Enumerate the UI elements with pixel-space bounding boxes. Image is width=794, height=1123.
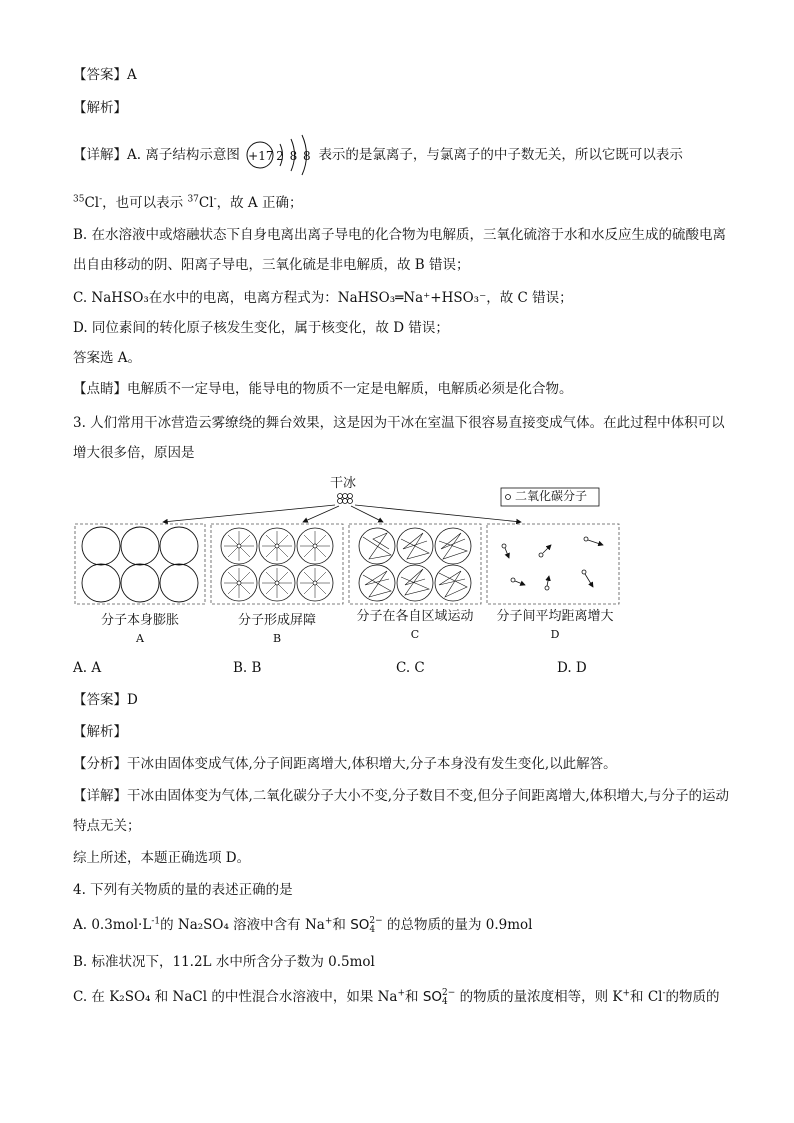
panel-a	[82, 527, 198, 602]
ion-diagram	[244, 146, 314, 166]
question-4-option-a: A. $0.3mol\cdot L^{-1}$的 Na₂SO₄ 溶液中含有 Na+和 SO2− 4 的总物质的量为 0.9mol	[73, 915, 533, 935]
key-point-line: 【点睛】电解质不一定导电，能导电的物质不一定是电解质，电解质必须是化合物。	[73, 381, 573, 397]
question-3-stem: 3. 人们常用干冰营造云雾缭绕的舞台效果，这是因为干冰在室温下很容易直接变成气体。在此过程中体积可以增大很多倍，原因是	[73, 415, 725, 461]
panel-d	[502, 537, 603, 590]
question-4-stem: 4. 下列有关物质的量的表述正确的是	[73, 882, 293, 898]
summary-3-text: 综上所述，本题正确选项 D。	[73, 850, 251, 866]
option-a: A. A	[73, 660, 102, 676]
detail-line-a: 【详解】A. 离子结构示意图 +17 2 8 8 表示的是氯离子，与氯离子的中子数无关，所以它既可以表示	[73, 145, 734, 166]
sulfate-ion: SO2− 4	[350, 915, 383, 935]
option-d: D. D	[557, 660, 587, 676]
question-4-option-c: C. 在 K₂SO₄ 和 NaCl 的中性混合水溶液中，如果 Na+和 SO2− 4 的物质的量浓度相等，则 K+和 Cl-的物质的	[73, 987, 720, 1007]
detail-line-a-cont: $^{35}$Cl-，也可以表示 $^{37}$Cl-，故 A 正确；	[73, 194, 303, 211]
detail-line-d: D. 同位素间的转化原子核发生变化，属于核变化，故 D 错误；	[73, 320, 449, 336]
question-4-option-b: B. 标准状况下，11.2L 水中所含分子数为 0.5mol	[73, 954, 375, 970]
caption-b: 分子形成屏障 B	[237, 613, 316, 645]
panel-c	[359, 528, 471, 601]
analysis-3-text: 【分析】干冰由固体变成气体,分子间距离增大,体积增大,分子本身没有发生变化,以此解答。	[73, 756, 617, 772]
analysis-3-label: 【解析】	[73, 724, 127, 740]
caption-d: 分子间平均距离增大 D	[496, 609, 614, 641]
analysis-label: 【解析】	[73, 100, 127, 116]
answer-choice-line: 答案选 A。	[73, 350, 142, 366]
figure-legend: 二氧化碳分子	[515, 489, 588, 503]
sulfate-ion: SO2− 4	[422, 987, 456, 1007]
answer-3-label: 【答案】D	[73, 692, 138, 708]
detail-line-b: B. 在水溶液中或熔融状态下自身电离出离子导电的化合物为电解质，三氧化硫溶于水和水反应生成的硫酸电离出自由移动的阴、阳离子导电，三氧化硫是非电解质，故 B 错误；	[73, 227, 727, 273]
caption-a: 分子本身膨胀 A	[100, 613, 179, 645]
arrows	[163, 505, 521, 522]
figure-top-label: 干冰	[330, 476, 357, 491]
option-c: C. C	[396, 660, 425, 676]
dry-ice-molecules-icon	[338, 494, 353, 504]
answer-label: 【答案】A	[73, 67, 137, 83]
caption-c: 分子在各自区域运动 C	[356, 609, 474, 641]
option-b: B. B	[233, 660, 262, 676]
ion-electron-shells: 2 8 8	[276, 148, 312, 163]
ion-nucleus: +17	[248, 148, 274, 163]
panel-b	[221, 528, 333, 601]
detail-3-text: 【详解】干冰由固体变为气体,二氧化碳分子大小不变,分子数目不变,但分子间距离增大,体积增大,与分子的运动特点无关；	[73, 788, 729, 834]
detail-line-c: C. NaHSO₃在水中的电离，电离方程式为：NaHSO₃═Na⁺+HSO₃⁻，故 C 错误；	[73, 290, 573, 306]
